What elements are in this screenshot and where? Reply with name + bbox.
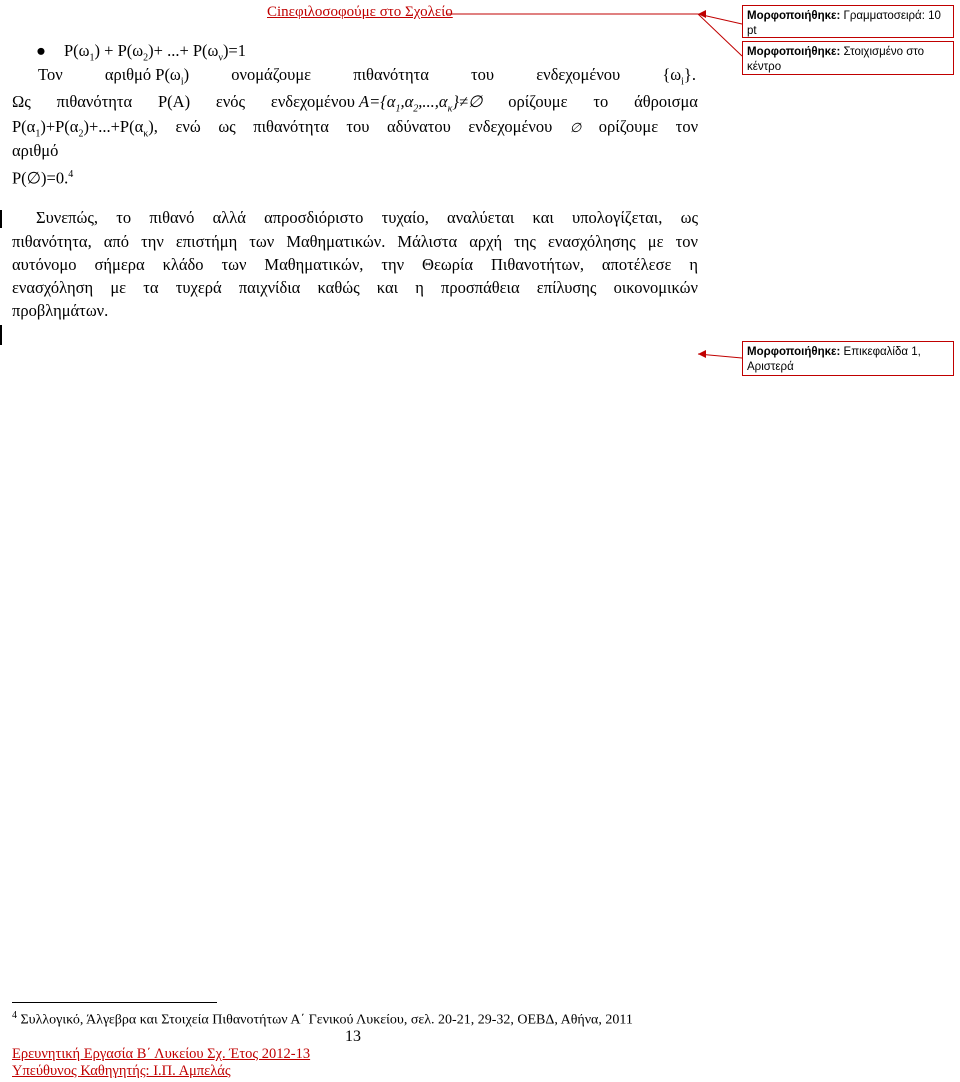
- footnote-ref[interactable]: 4: [68, 169, 74, 180]
- footer-project[interactable]: Ερευνητική Εργασία Β΄ Λυκείου Σχ. Έτος 2012-13: [12, 1046, 311, 1062]
- page-number: 13: [345, 1028, 361, 1045]
- definition-line-6: P(∅)=0.$^4$: [12, 168, 74, 188]
- definition-line-3: Ως πιθανότητα P(A) ενός ενδεχομένου $A=\{\alpha_1,\alpha_2,...,\alpha_\kappa\}\ne\emptyset$ ορίζουμε το άθροισμα: [12, 92, 698, 115]
- definition-line-4: $P(\alpha_1)+P(\alpha_2)+...+P(\alpha_\kappa)$, ενώ ως πιθανότητα του αδύνατου ενδεχομένου ∅ ορίζουμε τον: [12, 117, 699, 140]
- empty-set-symbol: ∅: [569, 120, 582, 135]
- comment-balloon-alignment[interactable]: Μορφοποιήθηκε: Στοιχισμένο στο κέντρο: [742, 41, 954, 75]
- comment-balloon-font[interactable]: Μορφοποιήθηκε: Γραμματοσειρά: 10 pt: [742, 5, 954, 38]
- definition-line-5: αριθμό: [12, 141, 59, 160]
- bullet-icon: ●: [36, 41, 46, 60]
- definition-line-2: Τον αριθμό $P(\omega_i)$ ονομάζουμε πιθανότητα του ενδεχομένου $\{\omega_i\}$.: [38, 65, 696, 88]
- paragraph-line: αυτόνομο σήμερα κλάδο των Μαθηματικών, την Θεωρία Πιθανοτήτων, αποτέλεσε η: [12, 255, 698, 274]
- bullet-formula: ● $P(\omega_1) + P(\omega_2)+$ ...+ $P(\omega_\nu)=1$: [36, 41, 246, 64]
- header-title[interactable]: Cinεφιλοσοφούμε στο Σχολείο: [267, 4, 453, 20]
- comment-balloon-heading[interactable]: Μορφοποιήθηκε: Επικεφαλίδα 1, Αριστερά: [742, 341, 954, 376]
- footer-teacher[interactable]: Υπεύθυνος Καθηγητής: Ι.Π. Αμπελάς: [12, 1063, 231, 1079]
- paragraph-line: πιθανότητα, από την επιστήμη των Μαθηματικών. Μάλιστα αρχή της ενασχόλησης με τον: [12, 232, 698, 251]
- footnote-separator: [12, 1002, 217, 1003]
- footnote-text: Συλλογικό, Άλγεβρα και Στοιχεία Πιθανοτήτων Α΄ Γενικού Λυκείου, σελ. 20-21, 29-32, ΟΕΒΔ, Αθήνα, 2011: [20, 1012, 633, 1028]
- footnote: [12, 1010, 712, 1029]
- paragraph-line: προβλημάτων.: [12, 301, 109, 320]
- footnote-number: 4: [12, 1010, 17, 1021]
- paragraph-line: Συνεπώς, το πιθανό αλλά απροσδιόριστο τυχαίο, αναλύεται και υπολογίζεται, ως: [36, 208, 698, 227]
- paragraph-line: ενασχόληση με τα τυχερά παιχνίδια καθώς και η προσπάθεια επίλυσης οικονομικών: [12, 278, 698, 297]
